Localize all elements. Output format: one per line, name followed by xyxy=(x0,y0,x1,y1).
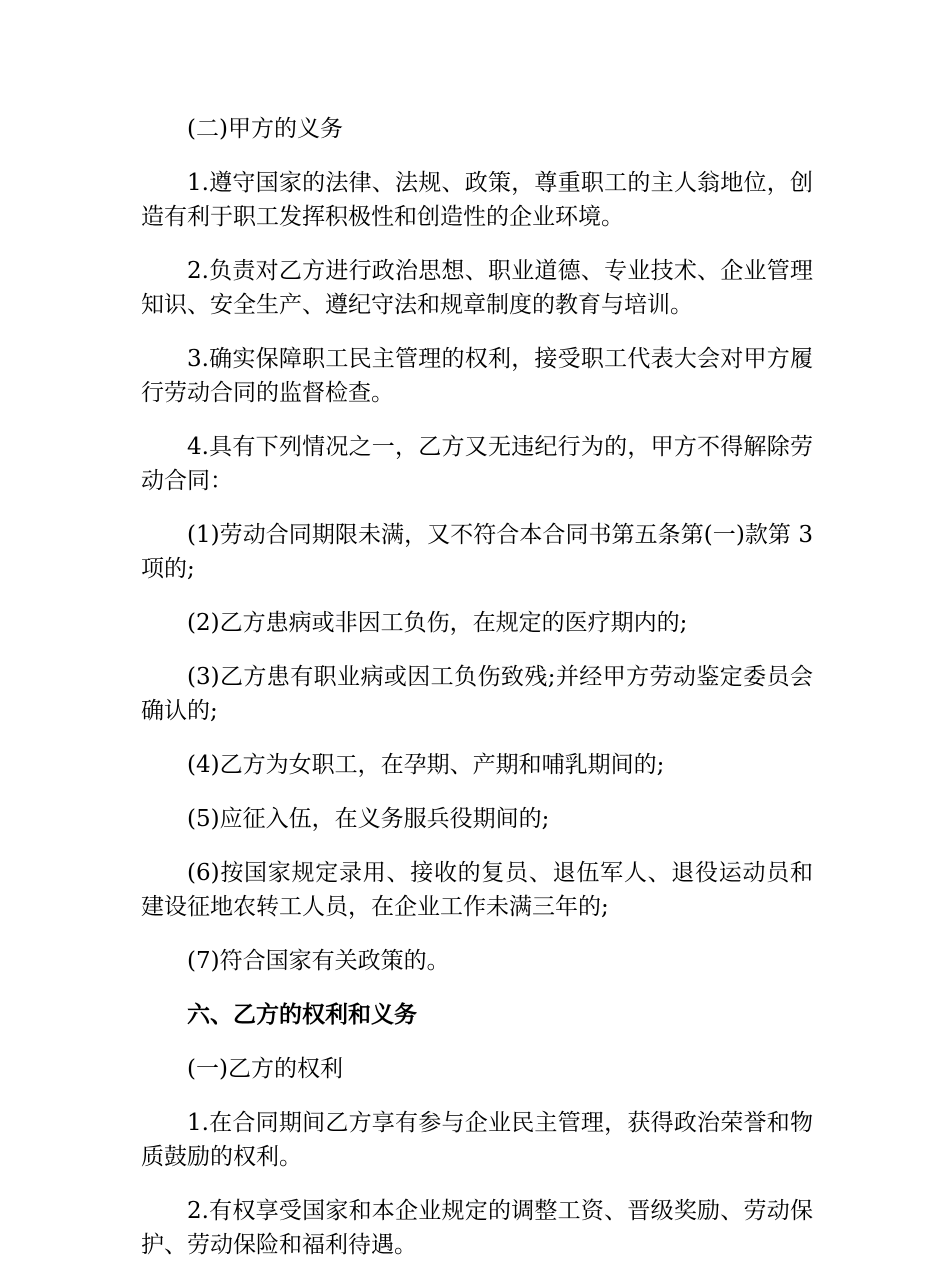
section-subheading-party-a-obligations: (二)甲方的义务 xyxy=(187,116,343,142)
condition-item-1: (1)劳动合同期限未满，又不符合本合同书第五条第(一)款第 3 项的; xyxy=(141,522,813,582)
condition-item-7: (7)符合国家有关政策的。 xyxy=(187,948,450,974)
section-subheading-party-b-rights: (一)乙方的权利 xyxy=(187,1056,343,1082)
condition-item-5: (5)应征入伍，在义务服兵役期间的; xyxy=(187,806,550,832)
rights-item-2: 2.有权享受国家和本企业规定的调整工资、晋级奖励、劳动保护、劳动保险和福利待遇。 xyxy=(141,1198,813,1258)
obligation-item-2: 2.负责对乙方进行政治思想、职业道德、专业技术、企业管理知识、安全生产、遵纪守法和规章制度的教育与培训。 xyxy=(141,258,813,318)
rights-item-1: 1.在合同期间乙方享有参与企业民主管理，获得政治荣誉和物质鼓励的权利。 xyxy=(141,1110,813,1170)
condition-item-4: (4)乙方为女职工，在孕期、产期和哺乳期间的; xyxy=(187,752,665,778)
condition-item-3: (3)乙方患有职业病或因工负伤致残;并经甲方劳动鉴定委员会确认的; xyxy=(141,664,813,724)
document-body xyxy=(141,112,813,1282)
obligation-item-3: 3.确实保障职工民主管理的权利，接受职工代表大会对甲方履行劳动合同的监督检查。 xyxy=(141,346,813,406)
obligation-item-1: 1.遵守国家的法律、法规、政策，尊重职工的主人翁地位，创造有利于职工发挥积极性和创造性的企业环境。 xyxy=(141,170,813,230)
obligation-item-4: 4.具有下列情况之一，乙方又无违纪行为的，甲方不得解除劳动合同： xyxy=(141,434,813,494)
section-heading-party-b-rights-obligations: 六、乙方的权利和义务 xyxy=(187,1002,417,1028)
condition-item-6: (6)按国家规定录用、接收的复员、退伍军人、退役运动员和建设征地农转工人员，在企业工作未满三年的; xyxy=(141,860,813,920)
condition-item-2: (2)乙方患病或非因工负伤，在规定的医疗期内的; xyxy=(187,610,688,636)
